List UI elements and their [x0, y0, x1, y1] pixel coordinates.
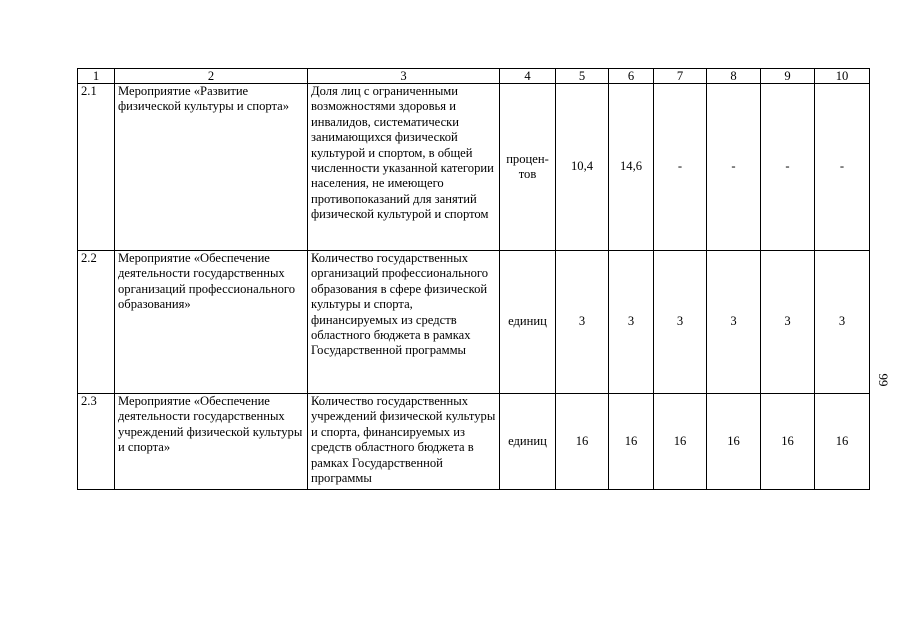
value-cell: 16	[761, 394, 815, 490]
row-number: 2.2	[78, 251, 115, 394]
column-header: 4	[500, 69, 556, 84]
indicators-table	[77, 68, 870, 490]
activity-cell: Мероприятие «Обеспечение деятельности государственных учреждений физической культуры и спорта»	[115, 394, 308, 490]
indicator-cell: Количество государственных организаций профессионального образования в сфере физической культуры и спорта, финансируемых из средств областного бюджета в рамках Государственной программы	[308, 251, 500, 394]
column-header: 10	[815, 69, 870, 84]
column-header: 9	[761, 69, 815, 84]
unit-cell: единиц	[500, 251, 556, 394]
value-cell: 3	[654, 251, 707, 394]
column-header: 2	[115, 69, 308, 84]
value-cell: 16	[609, 394, 654, 490]
column-header: 5	[556, 69, 609, 84]
unit-cell	[500, 84, 556, 251]
value-cell: 16	[815, 394, 870, 490]
unit-text: процен-тов	[506, 151, 549, 181]
table-row	[78, 394, 870, 490]
row-number: 2.1	[78, 84, 115, 251]
value-cell: 3	[815, 251, 870, 394]
value-cell: 16	[654, 394, 707, 490]
table-header-row	[78, 69, 870, 84]
value-cell: 3	[707, 251, 761, 394]
row-number: 2.3	[78, 394, 115, 490]
table-row	[78, 251, 870, 394]
column-header: 7	[654, 69, 707, 84]
value-cell: 3	[556, 251, 609, 394]
indicator-cell: Доля лиц с ограниченными возможностями здоровья и инвалидов, систематически занимающихся физической культурой и спортом, в общей численности указанной категории населения, не имеющего противопоказаний для занятий физической культурой и спортом	[308, 84, 500, 251]
activity-cell: Мероприятие «Обеспечение деятельности государственных организаций профессионального образования»	[115, 251, 308, 394]
value-cell: 10,4	[556, 84, 609, 251]
value-cell: -	[654, 84, 707, 251]
column-header: 6	[609, 69, 654, 84]
value-cell: 3	[609, 251, 654, 394]
column-header: 8	[707, 69, 761, 84]
activity-cell: Мероприятие «Развитие физической культуры и спорта»	[115, 84, 308, 251]
value-cell: -	[761, 84, 815, 251]
value-cell: -	[707, 84, 761, 251]
value-cell: 16	[556, 394, 609, 490]
value-cell: -	[815, 84, 870, 251]
indicator-cell: Количество государственных учреждений физической культуры и спорта, финансируемых из средств областного бюджета в рамках Государственной программы	[308, 394, 500, 490]
column-header: 3	[308, 69, 500, 84]
value-cell: 3	[761, 251, 815, 394]
value-cell: 14,6	[609, 84, 654, 251]
unit-cell: единиц	[500, 394, 556, 490]
table-row	[78, 84, 870, 251]
page-number: 99	[876, 373, 891, 387]
value-cell: 16	[707, 394, 761, 490]
column-header: 1	[78, 69, 115, 84]
